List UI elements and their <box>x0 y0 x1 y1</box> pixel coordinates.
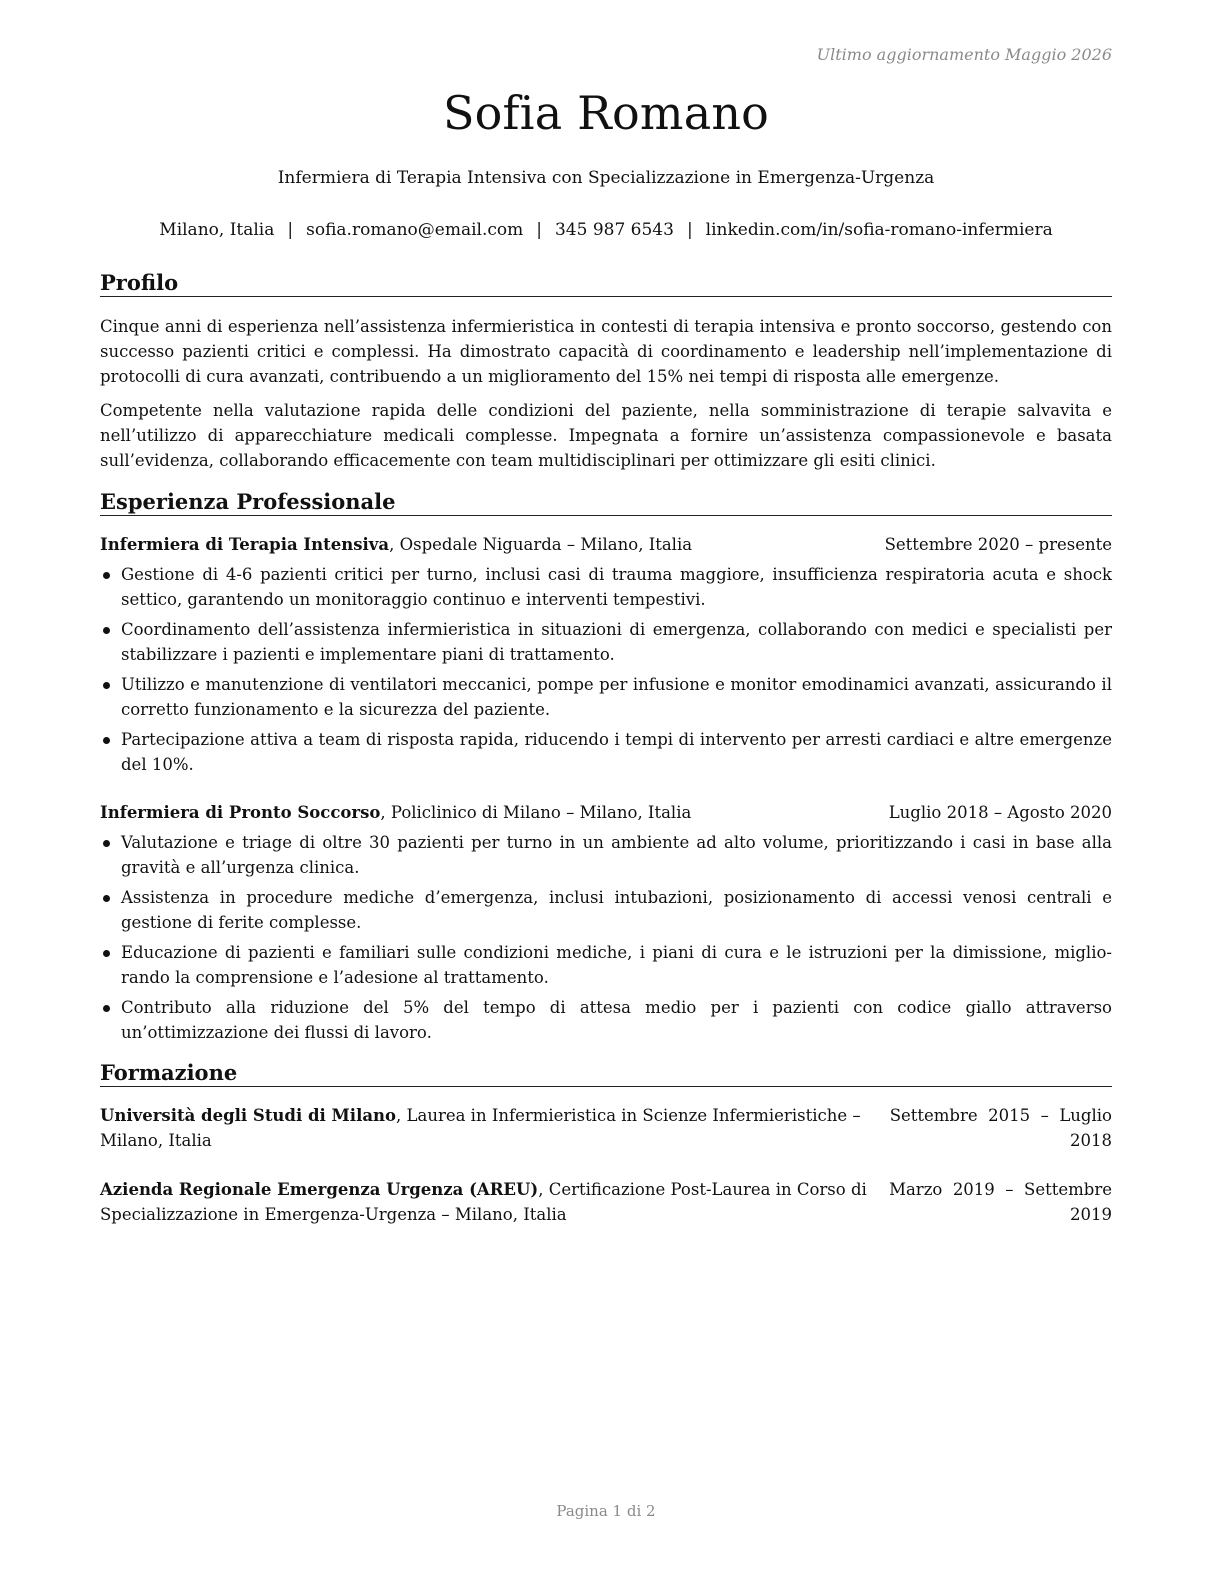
contact-line <box>100 220 1112 240</box>
bullet-text: Partecipazione attiva a team di risposta rapida, riducendo i tempi di intervento per arresti cardiaci e altre emergenze del 10%. <box>121 730 1112 774</box>
list-item <box>100 727 1112 777</box>
education-line-1 <box>100 1177 1112 1202</box>
bullet-text: Gestione di 4-6 pazienti critici per turno, inclusi casi di trauma maggiore, insufficienza respiratoria acuta e shock settico, garantendo un monitoraggio continuo e interventi tempestivi. <box>121 565 1112 609</box>
job-role-line <box>100 532 692 557</box>
profile-paragraph: Competente nella valutazione rapida delle condizioni del paziente, nella somministrazione di terapie salvavita e nell’utilizzo di apparecchiature medicali complesse. Impegnata a fornire un’assistenza compassionevole e basata sull’evidenza, collaborando efficacemente con team multidisciplinari per ottimizzare gli esiti clinici. <box>100 401 1112 470</box>
job-dates: Settembre 2020 – presente <box>884 535 1112 554</box>
section-title-education: Formazione <box>100 1060 1112 1087</box>
page-number: Pagina 1 di 2 <box>556 1502 656 1520</box>
bullet-text: Assistenza in procedure mediche d’emergenza, inclusi intubazioni, posizionamento di accessi venosi centrali e gestione di ferite complesse. <box>121 888 1112 932</box>
job-dates: Luglio 2018 – Agosto 2020 <box>888 803 1112 822</box>
bullet-text: Coordinamento dell’assistenza infermieristica in situazioni di emergenza, collaborando con medici e specialisti per stabilizzare i pazienti e implementare piani di trattamento. <box>121 620 1112 664</box>
bullet-icon <box>103 572 110 579</box>
contact-phone: 345 987 6543 <box>554 220 674 240</box>
contact-separator: | <box>686 220 693 240</box>
job-employer: , Policlinico di Milano – Milano, Italia <box>380 803 692 822</box>
list-item <box>100 672 1112 722</box>
job-header <box>100 800 1112 825</box>
education-degree: , Laurea in Infermieristica in Scienze Infermieristiche – <box>396 1106 861 1125</box>
education-line-1 <box>100 1103 1112 1128</box>
section-title-experience: Esperienza Professionale <box>100 489 1112 516</box>
bullet-text: Educazione di pazienti e familiari sulle condizioni mediche, i piani di cura e le istruzioni per la dimissione, miglio-rando la comprensione e l’adesione al trattamento. <box>121 943 1112 987</box>
job-role-line <box>100 800 691 825</box>
education-entry <box>100 1177 1112 1227</box>
candidate-name: Sofia Romano <box>442 86 770 140</box>
list-item <box>100 562 1112 612</box>
candidate-title: Infermiera di Terapia Intensiva con Specializzazione in Emergenza-Urgenza <box>277 168 935 188</box>
education-entry <box>100 1103 1112 1153</box>
job-header <box>100 532 1112 557</box>
bullet-icon <box>103 950 110 957</box>
job-role: Infermiera di Pronto Soccorso <box>100 803 381 822</box>
contact-location: Milano, Italia <box>159 220 275 240</box>
list-item <box>100 617 1112 667</box>
bullet-text: Contributo alla riduzione del 5% del tempo di attesa medio per i pazienti con codice giallo attraverso un’ottimizzazione dei flussi di lavoro. <box>121 998 1112 1042</box>
bullet-icon <box>103 840 110 847</box>
education-institution: Azienda Regionale Emergenza Urgenza (AREU) <box>100 1180 539 1199</box>
education-line-2 <box>100 1202 1112 1227</box>
bullet-text: Valutazione e triage di oltre 30 pazienti per turno in un ambiente ad alto volume, prioritizzando i casi in base alla gravità e all’urgenza clinica. <box>121 833 1112 877</box>
bullet-icon <box>103 682 110 689</box>
education-degree: , Certificazione Post-Laurea in Corso di <box>538 1180 867 1199</box>
contact-separator: | <box>536 220 542 240</box>
job-role: Infermiera di Terapia Intensiva <box>100 535 390 554</box>
education-institution: Università degli Studi di Milano <box>100 1106 397 1125</box>
bullet-icon <box>103 737 110 744</box>
contact-email[interactable]: sofia.romano@email.com <box>306 220 524 240</box>
bullet-icon <box>103 627 110 634</box>
education-dates-year: 2018 <box>1070 1131 1112 1150</box>
bullet-text: Utilizzo e manutenzione di ventilatori meccanici, pompe per infusione e monitor emodinamici avanzati, assicurando il corretto funzionamento e la sicurezza del paziente. <box>121 675 1112 719</box>
resume-page <box>100 0 1112 1584</box>
education-degree-line <box>100 1177 867 1202</box>
education-location: Specializzazione in Emergenza-Urgenza – Milano, Italia <box>100 1205 567 1224</box>
contact-separator: | <box>287 220 294 240</box>
education-dates-year: 2019 <box>1070 1205 1112 1224</box>
bullet-icon <box>103 895 110 902</box>
list-item <box>100 885 1112 935</box>
job-employer: , Ospedale Niguarda – Milano, Italia <box>389 535 693 554</box>
education-dates: Marzo 2019 – Settembre <box>889 1180 1112 1199</box>
section-title-profile: Profilo <box>100 270 1112 297</box>
education-line-2 <box>100 1128 1112 1153</box>
education-degree-line <box>100 1103 861 1128</box>
education-location: Milano, Italia <box>100 1131 212 1150</box>
list-item <box>100 995 1112 1045</box>
last-updated: Ultimo aggiornamento Maggio 2026 <box>816 45 1112 64</box>
bullet-icon <box>103 1005 110 1012</box>
list-item <box>100 830 1112 880</box>
job-bullets <box>100 562 1112 782</box>
contact-linkedin[interactable]: linkedin.com/in/sofia-romano-infermiera <box>705 220 1053 240</box>
profile-paragraph: Cinque anni di esperienza nell’assistenza infermieristica in contesti di terapia intensiva e pronto soccorso, gestendo con successo pazienti critici e complessi. Ha dimostrato capacità di coordinamento e leadership nell’implementazione di protocolli di cura avanzati, contribuendo a un miglioramento del 15% nei tempi di risposta alle emergenze. <box>100 317 1112 386</box>
job-bullets <box>100 830 1112 1050</box>
list-item <box>100 940 1112 990</box>
education-dates: Settembre 2015 – Luglio <box>889 1106 1112 1125</box>
